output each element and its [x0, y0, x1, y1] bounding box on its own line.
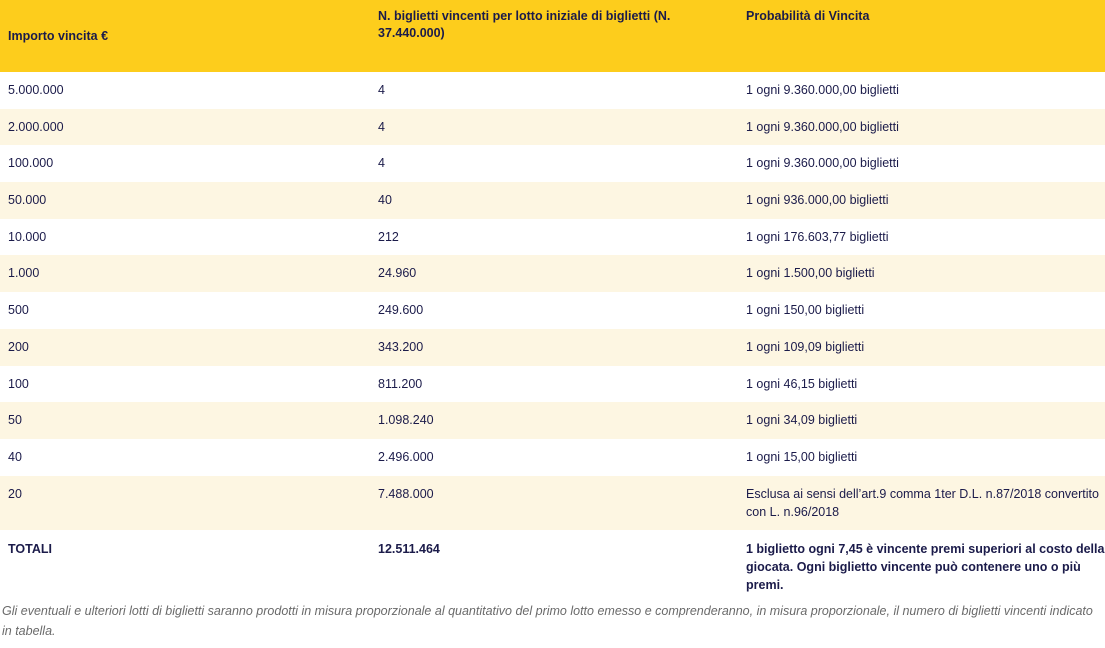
- cell-probabilita: 1 ogni 936.000,00 biglietti: [746, 193, 889, 208]
- table-row: [0, 109, 1105, 146]
- cell-biglietti: 24.960: [378, 266, 417, 281]
- cell-importo: 500: [8, 303, 29, 318]
- cell-importo: 200: [8, 339, 29, 354]
- cell-importo: 5.000.000: [8, 83, 64, 97]
- total-biglietti: 12.511.464: [378, 541, 440, 556]
- table-row: [0, 145, 1105, 182]
- cell-importo: 20: [8, 486, 22, 501]
- cell-biglietti: 4: [378, 156, 385, 171]
- cell-biglietti: 1.098.240: [378, 413, 434, 428]
- cell-importo: 100: [8, 376, 29, 391]
- cell-biglietti: 7.488.000: [378, 486, 434, 501]
- cell-importo: 40: [8, 449, 22, 464]
- table-row: [0, 292, 1105, 329]
- cell-probabilita: 1 ogni 1.500,00 biglietti: [746, 266, 875, 281]
- table-row: [0, 219, 1105, 256]
- table-row: [0, 72, 1105, 109]
- table-row: [0, 476, 1105, 530]
- cell-probabilita: 1 ogni 150,00 biglietti: [746, 303, 865, 318]
- table-row: [0, 439, 1105, 476]
- cell-biglietti: 4: [378, 119, 385, 134]
- cell-importo: 50.000: [8, 193, 47, 208]
- cell-probabilita: 1 ogni 9.360.000,00 biglietti: [746, 83, 899, 97]
- header-probabilita: Probabilità di Vincita: [746, 9, 870, 23]
- cell-probabilita: 1 ogni 46,15 biglietti: [746, 376, 858, 391]
- cell-biglietti: 212: [378, 229, 399, 244]
- cell-importo: 50: [8, 413, 22, 428]
- cell-probabilita: 1 ogni 9.360.000,00 biglietti: [746, 156, 899, 171]
- table-row: [0, 182, 1105, 219]
- table-body: [0, 72, 1105, 596]
- table-row: [0, 329, 1105, 366]
- cell-probabilita: 1 ogni 176.603,77 biglietti: [746, 229, 889, 244]
- table-row: [0, 366, 1105, 403]
- cell-biglietti: 343.200: [378, 339, 424, 354]
- cell-biglietti: 811.200: [378, 376, 423, 391]
- cell-importo: 1.000: [8, 266, 40, 281]
- table-header: [0, 0, 1105, 72]
- cell-biglietti: 249.600: [378, 303, 424, 318]
- total-probabilita: 1 biglietto ogni 7,45 è vincente premi superiori al costo della giocata. Ogni biglietto vincente può contenere uno o più premi.: [746, 541, 1105, 592]
- cell-probabilita: 1 ogni 34,09 biglietti: [746, 413, 858, 428]
- cell-importo: 10.000: [8, 229, 47, 244]
- total-row: [0, 530, 1105, 596]
- total-label: TOTALI: [8, 541, 52, 556]
- footnote: Gli eventuali e ulteriori lotti di biglietti saranno prodotti in misura proporzionale al quantitativo del primo lotto emesso e comprenderanno, in misura proporzionale, il numero di biglietti vincenti indicato in tabella.: [2, 603, 1093, 638]
- table-row: [0, 255, 1105, 292]
- cell-probabilita: 1 ogni 15,00 biglietti: [746, 449, 858, 464]
- cell-biglietti: 4: [378, 83, 385, 97]
- cell-importo: 2.000.000: [8, 119, 64, 134]
- table-row: [0, 402, 1105, 439]
- cell-importo: 100.000: [8, 156, 54, 171]
- header-importo: Importo vincita €: [8, 28, 109, 43]
- cell-probabilita: 1 ogni 109,09 biglietti: [746, 339, 865, 354]
- cell-probabilita: Esclusa ai sensi dell’art.9 comma 1ter D.L. n.87/2018 convertito con L. n.96/2018: [746, 486, 1099, 519]
- cell-biglietti: 2.496.000: [378, 449, 434, 464]
- cell-biglietti: 40: [378, 193, 392, 208]
- header-row: [0, 0, 1105, 72]
- header-biglietti: N. biglietti vincenti per lotto iniziale di biglietti (N. 37.440.000): [378, 9, 671, 40]
- cell-probabilita: 1 ogni 9.360.000,00 biglietti: [746, 119, 899, 134]
